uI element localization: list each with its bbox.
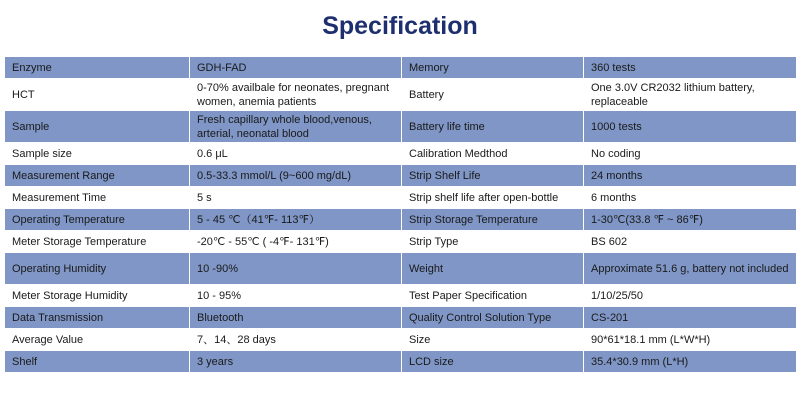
spec-label: Calibration Medthod [402, 143, 584, 165]
spec-label: Memory [402, 57, 584, 79]
spec-label: Meter Storage Temperature [5, 231, 190, 253]
table-row-measurement-time [5, 187, 797, 209]
spec-value: 6 months [584, 187, 797, 209]
spec-label: Meter Storage Humidity [5, 285, 190, 307]
spec-label: Operating Temperature [5, 209, 190, 231]
table-row-shelf [5, 351, 797, 373]
spec-label: Strip shelf life after open-bottle [402, 187, 584, 209]
specification-table [4, 56, 797, 373]
spec-label: Test Paper Specification [402, 285, 584, 307]
page-title: Specification [322, 12, 478, 40]
table-row-measurement-range [5, 165, 797, 187]
spec-value: No coding [584, 143, 797, 165]
table-row-sample-size [5, 143, 797, 165]
spec-value: 360 tests [584, 57, 797, 79]
table-row-meter-storage-humidity [5, 285, 797, 307]
table-row-hct [5, 79, 797, 111]
spec-value: BS 602 [584, 231, 797, 253]
spec-value: Bluetooth [190, 307, 402, 329]
spec-value: Approximate 51.6 g, battery not included [584, 253, 797, 285]
spec-value: 5 - 45 ℃（41℉- 113℉） [190, 209, 402, 231]
table-row-average-value [5, 329, 797, 351]
table-row-sample [5, 111, 797, 143]
spec-value: 1000 tests [584, 111, 797, 143]
spec-label: Shelf [5, 351, 190, 373]
table-row-operating-humidity [5, 253, 797, 285]
table-row-meter-storage-temperature [5, 231, 797, 253]
spec-label: Data Transmission [5, 307, 190, 329]
spec-value: 35.4*30.9 mm (L*H) [584, 351, 797, 373]
spec-value: GDH-FAD [190, 57, 402, 79]
spec-label: Strip Storage Temperature [402, 209, 584, 231]
spec-value: Fresh capillary whole blood,venous, arterial, neonatal blood [190, 111, 402, 143]
spec-label: Sample size [5, 143, 190, 165]
spec-label: Weight [402, 253, 584, 285]
spec-label: Sample [5, 111, 190, 143]
table-row-operating-temperature [5, 209, 797, 231]
spec-label: Measurement Time [5, 187, 190, 209]
spec-value: 1-30℃(33.8 ℉ ~ 86℉) [584, 209, 797, 231]
spec-label: Enzyme [5, 57, 190, 79]
spec-label: Measurement Range [5, 165, 190, 187]
table-row-enzyme [5, 57, 797, 79]
spec-label: Average Value [5, 329, 190, 351]
spec-label: Quality Control Solution Type [402, 307, 584, 329]
spec-label: Battery [402, 79, 584, 111]
spec-value: 24 months [584, 165, 797, 187]
spec-value: 1/10/25/50 [584, 285, 797, 307]
spec-value: 90*61*18.1 mm (L*W*H) [584, 329, 797, 351]
spec-value: 5 s [190, 187, 402, 209]
spec-value: 3 years [190, 351, 402, 373]
table-row-data-transmission [5, 307, 797, 329]
spec-value: CS-201 [584, 307, 797, 329]
spec-value: 10 - 95% [190, 285, 402, 307]
spec-value: 0.6 μL [190, 143, 402, 165]
spec-label: LCD size [402, 351, 584, 373]
spec-value: 7、14、28 days [190, 329, 402, 351]
spec-value: 10 -90% [190, 253, 402, 285]
spec-label: Battery life time [402, 111, 584, 143]
spec-label: Strip Shelf Life [402, 165, 584, 187]
spec-label: Strip Type [402, 231, 584, 253]
spec-value: 0-70% availbale for neonates, pregnant women, anemia patients [190, 79, 402, 111]
spec-value: One 3.0V CR2032 lithium battery, replaceable [584, 79, 797, 111]
spec-value: -20℃ - 55℃ ( -4℉- 131℉) [190, 231, 402, 253]
spec-label: Operating Humidity [5, 253, 190, 285]
spec-label: Size [402, 329, 584, 351]
spec-label: HCT [5, 79, 190, 111]
spec-value: 0.5-33.3 mmol/L (9~600 mg/dL) [190, 165, 402, 187]
